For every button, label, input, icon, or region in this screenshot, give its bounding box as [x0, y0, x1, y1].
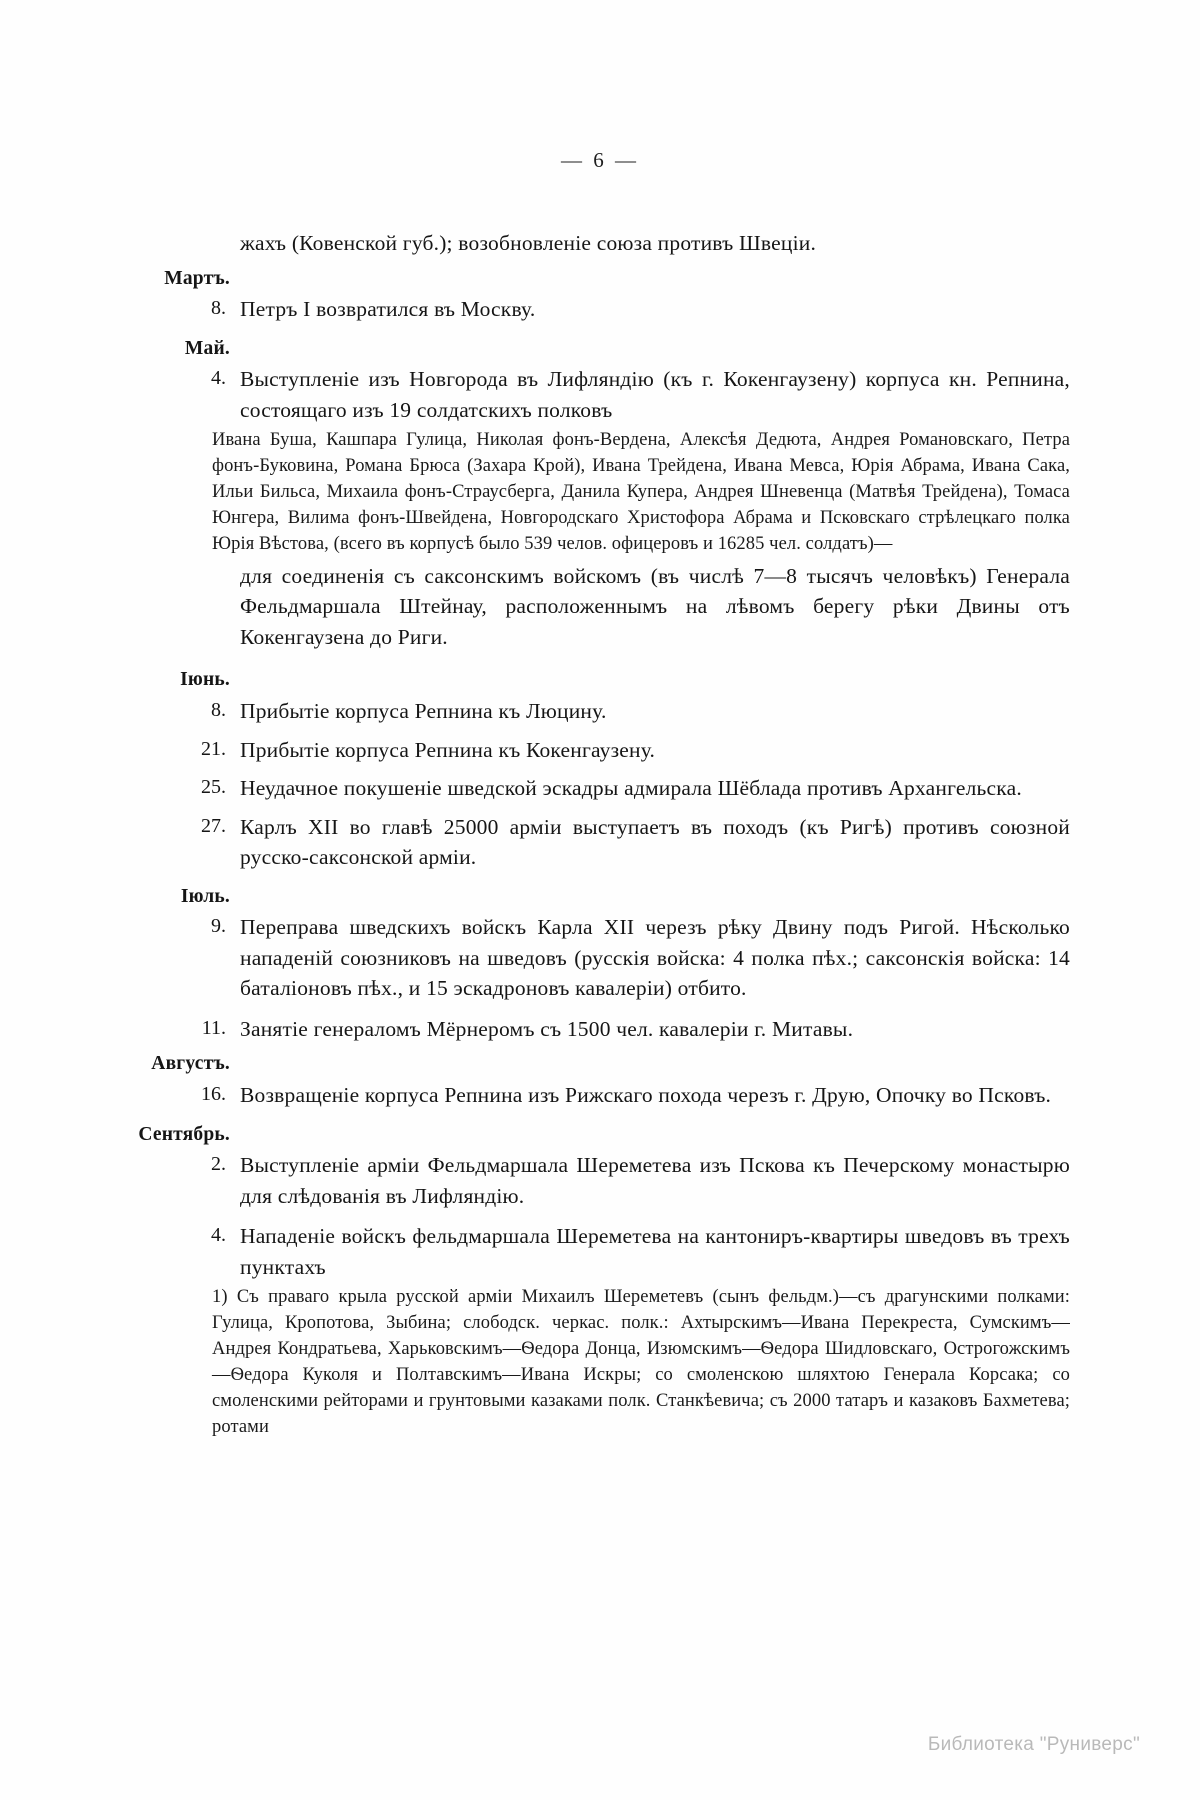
entry-day-number: 21. — [201, 737, 226, 760]
entry-text: Неудачное покушеніе шведской эскадры адмирала Шёблада противъ Архангельска. — [240, 776, 1022, 801]
entry-text: Выступленіе арміи Фельдмаршала Шереметева изъ Пскова къ Печерскому монастырю для слѣдованія въ Лифляндію. — [240, 1153, 1070, 1208]
month-heading-september — [138, 1121, 1070, 1149]
entry-day-number: 4. — [211, 1224, 226, 1247]
entry-day-number: 16. — [201, 1083, 226, 1106]
month-heading-july — [150, 883, 1070, 911]
entry-july-11 — [150, 1014, 1070, 1045]
entry-text: Прибытіе корпуса Репнина къ Кокенгаузену. — [240, 737, 656, 762]
entry-text: Нападеніе войскъ фельдмаршала Шереметева на кантониръ-квартиры шведовъ въ трехъ пунктахъ — [240, 1224, 1070, 1279]
entry-text: Занятіе генераломъ Мёрнеромъ съ 1500 чел. кавалеріи г. Митавы. — [240, 1016, 854, 1041]
entry-day-number: 9. — [211, 915, 226, 938]
entry-may-4-tail — [150, 561, 1070, 653]
month-heading-march — [150, 265, 1070, 293]
entry-september-4-subblock: 1) Съ праваго крыла русской арміи Михаилъ Шереметевъ (сынъ фельдм.)—съ драгунскими полками: Гулица, Кропотова, Зыбина; слободск. черкас. полк.: Ахтырскимъ—Ивана Перекреста, Сумскимъ—Андрея Кондратьева, Харьковскимъ—Ѳедора Донца, Изюмскимъ—Ѳедора Шидловскаго, Острогожскимъ—Ѳедора Куколя и Полтавскимъ—Ивана Искры; со смоленскою шляхтою Генерала Корсака; со смоленскими рейторами и грунтовыми казаками полк. Станкѣевича; съ 2000 татаръ и казаковъ Бахметева; ротами — [212, 1287, 1070, 1437]
entry-tail-text: для соединенія съ саксонскимъ войскомъ (въ числѣ 7—8 тысячъ человѣкъ) Генерала Фельдмаршала Штейнау, расположеннымъ на лѣвомъ берегу рѣки Двины отъ Кокенгаузена до Риги. — [240, 563, 1070, 649]
month-label-august: Августъ. — [151, 1053, 230, 1075]
entry-day-number: 8. — [211, 297, 226, 320]
entry-june-21 — [150, 735, 1070, 766]
entry-day-number: 2. — [211, 1153, 226, 1176]
entry-march-8 — [150, 294, 1070, 325]
entry-may-4 — [150, 364, 1070, 425]
entry-june-25 — [150, 773, 1070, 804]
month-heading-may — [150, 335, 1070, 363]
entry-june-27 — [150, 812, 1070, 873]
top-fragment-row — [150, 228, 1070, 259]
entry-text: Карлъ XII во главѣ 25000 арміи выступаетъ въ походъ (къ Ригѣ) противъ союзной русско-саксонской арміи. — [240, 814, 1070, 870]
entry-text: Возвращеніе корпуса Репнина изъ Рижскаго похода черезъ г. Друю, Опочку во Псковъ. — [240, 1083, 1052, 1108]
month-label-july: Іюль. — [180, 885, 230, 907]
entry-september-4 — [150, 1221, 1070, 1282]
month-label-may: Май. — [184, 337, 230, 359]
library-watermark: Библиотека "Руниверс" — [927, 1734, 1140, 1755]
entry-text: Петръ I возвратился въ Москву. — [240, 297, 536, 322]
entry-day-number: 27. — [201, 814, 226, 837]
month-label-june: Іюнь. — [180, 669, 230, 691]
entry-day-number: 11. — [201, 1016, 226, 1039]
entry-text: Переправа шведскихъ войскъ Карла XII черезъ рѣку Двину подъ Ригой. Нѣсколько нападеній союзниковъ на шведовъ (русскія войска: 4 полка пѣх.; саксонскія войска: 14 баталіоновъ пѣх., и 15 эскадроновъ кавалеріи) отбито. — [240, 915, 1070, 1001]
entry-august-16 — [150, 1080, 1070, 1111]
month-label-september: Сентябрь. — [138, 1123, 230, 1145]
entry-day-number: 8. — [211, 699, 226, 722]
entry-september-2 — [150, 1150, 1070, 1211]
page-number: — 6 — — [561, 148, 639, 172]
entry-july-9 — [150, 912, 1070, 1004]
page-content — [138, 228, 1070, 1444]
entry-day-number: 25. — [201, 776, 226, 799]
entry-text: Выступленіе изъ Новгорода въ Лифляндію (къ г. Кокенгаузену) корпуса кн. Репнина, состоящаго изъ 19 солдатскихъ полковъ — [240, 367, 1070, 422]
top-fragment-text: жахъ (Ковенской губ.); возобновленіе союза противъ Швеціи. — [240, 231, 817, 255]
entry-day-number: 4. — [211, 367, 226, 390]
entry-june-8 — [150, 696, 1070, 727]
month-heading-june — [150, 666, 1070, 694]
month-label-march: Мартъ. — [164, 267, 230, 289]
month-heading-august — [150, 1050, 1070, 1078]
entry-may-4-subblock: Ивана Буша, Кашпара Гулица, Николая фонъ-Вердена, Алексѣя Дедюта, Андрея Романовскаго, Петра фонъ-Буковина, Романа Брюса (Захара Крой), Ивана Трейдена, Ивана Мевса, Юрія Абрама, Ивана Сака, Ильи Бильса, Михаила фонъ-Страусберга, Данила Купера, Андрея Шневенца (Матвѣя Трейдена), Томаса Юнгера, Вилима фонъ-Швейдена, Новгородскаго Христофора Абрама и Псковскаго стрѣлецкаго полка Юрія Вѣстова, (всего въ корпусѣ было 539 челов. офицеровъ и 16285 чел. солдатъ)— — [212, 430, 1070, 554]
entry-text: Прибытіе корпуса Репнина къ Люцину. — [240, 699, 607, 724]
